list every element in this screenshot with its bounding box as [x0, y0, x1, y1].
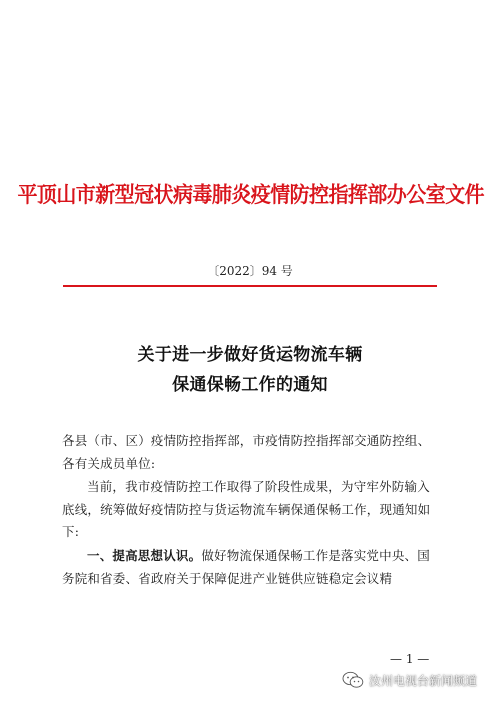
- document-number: 〔2022〕94 号: [207, 264, 293, 278]
- wechat-icon: [342, 671, 364, 689]
- body-paragraph-1: 当前，我市疫情防控工作取得了阶段性成果，为守牢外防输入底线，统筹做好疫情防控与货运物流车辆保通保畅工作，现通知如下:: [62, 479, 431, 539]
- channel-watermark: [342, 670, 477, 690]
- body-paragraph-2: [62, 545, 442, 590]
- red-divider-line: [63, 285, 437, 287]
- document-title-line-2: 保通保畅工作的通知: [172, 375, 328, 395]
- addressee-paragraph: 各县（市、区）疫情防控指挥部，市疫情防控指挥部交通防控组、各有关成员单位:: [62, 433, 431, 471]
- section-heading: 一、提高思想认识。: [87, 548, 202, 563]
- page-number: — 1 —: [390, 652, 430, 666]
- issuer-header: 平顶山市新型冠状病毒肺炎疫情防控指挥部办公室文件: [17, 183, 484, 208]
- watermark-text: 汝州电视台新闻频道: [369, 673, 478, 688]
- document-title-line-1: 关于进一步做好货运物流车辆: [137, 345, 363, 365]
- section-body-text: 做好物流保通保畅工作是落实党中央、国务院和省委、省政府关于保障促进产业链供应链稳定会议精: [62, 548, 430, 586]
